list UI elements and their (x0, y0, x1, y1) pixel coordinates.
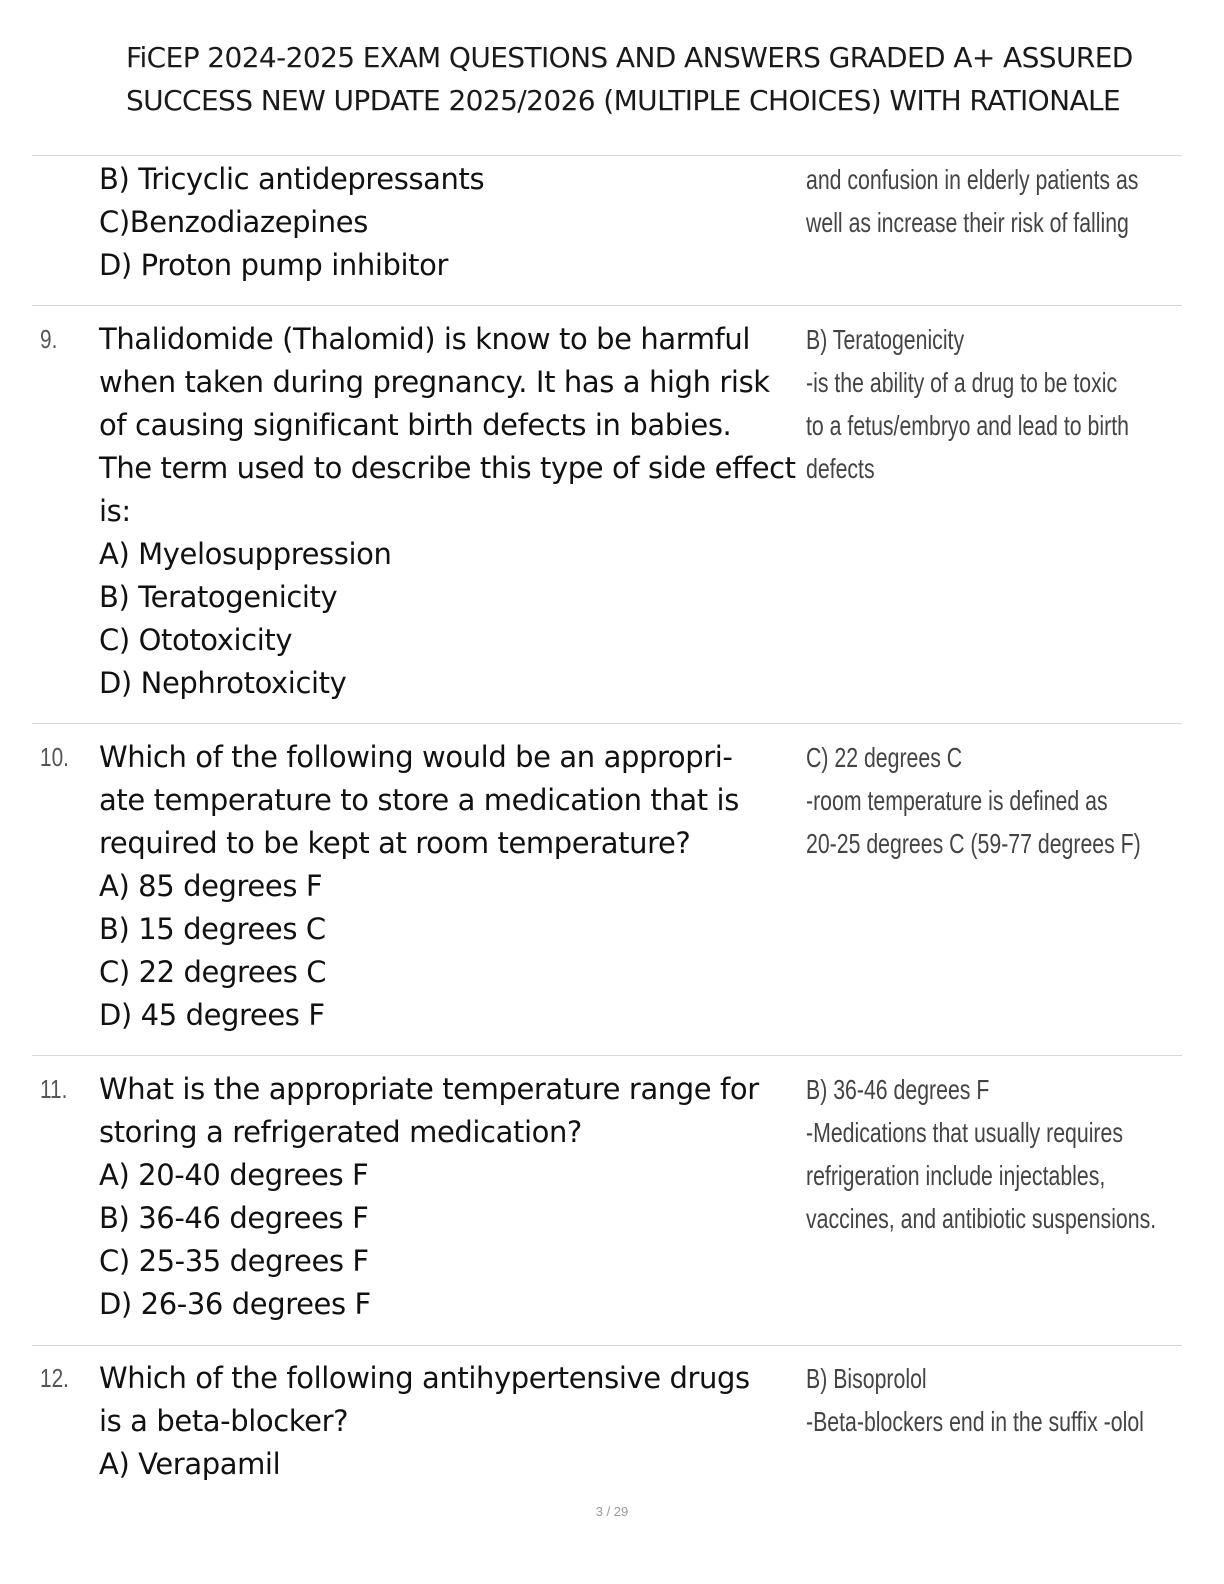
rationale-line: -Medications that usually requires (806, 1117, 1123, 1148)
option-line: C) 25-35 degrees F (99, 1244, 369, 1278)
option-line: C) Ototoxicity (99, 623, 293, 657)
question-text-line: storing a refrigerated medication? (99, 1115, 582, 1149)
question-text-line: ate temperature to store a medication that is (99, 783, 739, 817)
question-text-line: Which of the following antihypertensive drugs (99, 1361, 750, 1395)
rationale-line: 20-25 degrees C (59-77 degrees F) (806, 828, 1141, 859)
option-line: A) 20-40 degrees F (99, 1158, 369, 1192)
question-11 (99, 1068, 799, 1326)
rationale-line: vaccines, and antibiotic suspensions. (806, 1203, 1157, 1234)
divider (32, 723, 1182, 724)
rationale-line: defects (806, 453, 875, 484)
rationale-continuation (806, 158, 1216, 244)
option-line: A) 85 degrees F (99, 869, 323, 903)
header-line-2: SUCCESS NEW UPDATE 2025/2026 (MULTIPLE CHOICES) WITH RATIONALE (126, 84, 1121, 117)
question-text-line: required to be kept at room temperature? (99, 826, 691, 860)
answer-line: B) Bisoprolol (806, 1363, 927, 1394)
divider (32, 1345, 1182, 1346)
option-line: C)Benzodiazepines (99, 205, 368, 239)
rationale-9 (806, 318, 1216, 490)
option-line: B) 36-46 degrees F (99, 1201, 369, 1235)
rationale-line: -room temperature is defined as (806, 785, 1108, 816)
rationale-line: to a fetus/embryo and lead to birth (806, 410, 1129, 441)
question-text-line: What is the appropriate temperature range for (99, 1072, 759, 1106)
answer-line: C) 22 degrees C (806, 742, 963, 773)
question-text-line: Which of the following would be an appropri- (99, 740, 733, 774)
option-line: C) 22 degrees C (99, 955, 327, 989)
question-12 (99, 1357, 799, 1486)
rationale-12 (806, 1357, 1216, 1443)
question-continuation (99, 158, 799, 287)
divider (32, 305, 1182, 306)
rationale-11 (806, 1068, 1216, 1240)
answer-line: B) Teratogenicity (806, 324, 965, 355)
rationale-line: -is the ability of a drug to be toxic (806, 367, 1118, 398)
document-header (126, 36, 1216, 122)
option-line: B) 15 degrees C (99, 912, 326, 946)
question-text-line: The term used to describe this type of side effect (99, 451, 796, 485)
rationale-10 (806, 736, 1216, 865)
option-line: B) Teratogenicity (99, 580, 338, 614)
option-line: D) 45 degrees F (99, 998, 325, 1032)
divider (32, 1055, 1182, 1056)
rationale-line: refrigeration include injectables, (806, 1160, 1106, 1191)
rationale-line: and confusion in elderly patients as (806, 164, 1139, 195)
question-10 (99, 736, 799, 1037)
rationale-line: well as increase their risk of falling (806, 207, 1129, 238)
question-number: 12. (40, 1363, 69, 1393)
divider (32, 155, 1182, 156)
option-line: B) Tricyclic antidepressants (99, 162, 485, 196)
question-text-line: is a beta-blocker? (99, 1404, 349, 1438)
question-number: 10. (40, 742, 69, 772)
header-line-1: FiCEP 2024-2025 EXAM QUESTIONS AND ANSWERS GRADED A+ ASSURED (126, 41, 1133, 74)
question-number: 9. (40, 324, 58, 354)
option-line: D) Nephrotoxicity (99, 666, 347, 700)
question-text-line: when taken during pregnancy. It has a high risk (99, 365, 770, 399)
option-line: A) Verapamil (99, 1447, 281, 1481)
option-line: D) Proton pump inhibitor (99, 248, 449, 282)
question-text-line: is: (99, 494, 131, 528)
rationale-line: -Beta-blockers end in the suffix -olol (806, 1406, 1144, 1437)
question-text-line: Thalidomide (Thalomid) is know to be harmful (99, 322, 751, 356)
option-line: A) Myelosuppression (99, 537, 392, 571)
question-number: 11. (40, 1074, 68, 1104)
answer-line: B) 36-46 degrees F (806, 1074, 990, 1105)
option-line: D) 26-36 degrees F (99, 1287, 371, 1321)
question-text-line: of causing significant birth defects in babies. (99, 408, 732, 442)
question-9 (99, 318, 799, 705)
page-number: 3 / 29 (595, 1504, 629, 1519)
